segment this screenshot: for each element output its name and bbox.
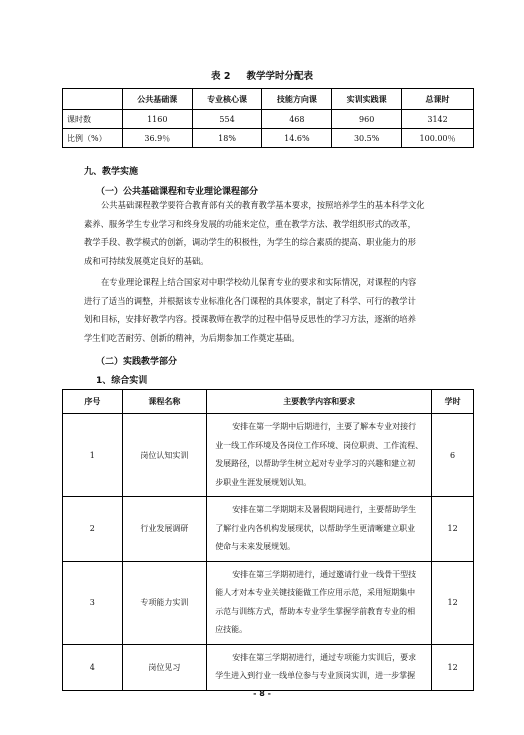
content-line: 安排在第三学期初进行，通过专项能力实训后，要求	[232, 652, 417, 662]
table-header-cell: 公共基础课	[122, 89, 192, 110]
table-header-cell: 总课时	[402, 89, 474, 110]
course-content	[207, 644, 432, 690]
paragraph-line: 教学手段、教学模式的创新，调动学生的积极性，为学生的综合素质的提高、职业能力的形	[84, 237, 416, 247]
row-number: 1	[63, 414, 123, 497]
course-hours: 12	[432, 561, 474, 644]
table-header-cell: 技能方向课	[262, 89, 332, 110]
table-row	[63, 129, 474, 148]
course-content	[207, 497, 432, 562]
table-row	[63, 414, 474, 497]
table-cell: 554	[192, 110, 262, 129]
content-line: 了解行业内各机构发展现状，以帮助学生更清晰建立职业	[215, 523, 416, 533]
section-heading: 九、教学实施	[84, 167, 139, 177]
content-line: 步职业生涯发展规划认知。	[215, 477, 312, 487]
content-line: 示范与训练方式，帮助本专业学生掌握学前教育专业的相	[215, 606, 416, 616]
paragraph-line: 素养、服务学生专业学习和终身发展的功能来定位，重在教学方法、教学组织形式的改革，	[84, 218, 416, 229]
table-header-cell: 实训实践课	[332, 89, 402, 110]
table-cell: 3142	[402, 110, 474, 129]
paragraph	[84, 196, 463, 270]
table-cell: 14.6%	[262, 129, 332, 148]
table-header-cell	[63, 89, 123, 110]
paragraph-line: 在专业理论课程上结合国家对中职学校幼儿保育专业的要求和实际情况，对课程的内容	[101, 277, 417, 287]
item-heading: 1、综合实训	[96, 376, 148, 386]
table-row	[63, 497, 474, 562]
table-caption-title: 教学学时分配表	[246, 71, 313, 82]
row-number: 3	[63, 561, 123, 644]
row-number: 4	[63, 644, 123, 690]
content-line: 安排在第一学期中后期进行，主要了解本专业对接行	[232, 422, 417, 431]
table-cell: 960	[332, 110, 402, 129]
content-line: 安排在第二学期期末及暑假期间进行，主要帮助学生	[232, 505, 417, 514]
hours-distribution-table	[62, 88, 474, 148]
course-name: 行业发展调研	[122, 497, 207, 562]
table-cell: 100.00％	[402, 129, 474, 148]
course-content	[207, 414, 432, 497]
table-header-cell: 专业核心课	[192, 89, 262, 110]
subsection-heading: （一）公共基础课程和专业理论课程部分	[96, 187, 259, 197]
paragraph-line: 进行了适当的调整，并根据该专业标准化各门课程的具体要求，制定了科学、可行的教学计	[84, 295, 416, 306]
course-content	[207, 561, 432, 644]
paragraph-line: 划和目标，安排好教学内容。授课教师在教学的过程中倡导反思性的学习方法，逐渐的培养	[84, 314, 416, 324]
course-hours: 6	[432, 414, 474, 497]
content-line: 使命与未来发展规划。	[215, 542, 296, 551]
table-cell: 36.9％	[122, 129, 192, 148]
table-cell: 课时数	[63, 110, 123, 129]
table-cell: 468	[262, 110, 332, 129]
table-cell: 30.5%	[332, 129, 402, 148]
table-cell: 比例（%）	[63, 129, 123, 148]
course-name: 岗位认知实训	[122, 414, 207, 497]
table-row	[63, 110, 474, 129]
row-number: 2	[63, 497, 123, 562]
table-row	[63, 644, 474, 690]
table-header-cell: 序号	[63, 390, 123, 414]
table-row	[63, 561, 474, 644]
table-header-row	[63, 390, 474, 414]
content-line: 应技能。	[215, 625, 248, 634]
paragraph-line: 成和可持续发展奠定良好的基础。	[84, 255, 209, 266]
content-line: 安排在第三学期初进行，通过邀请行业一线骨干型技	[232, 569, 417, 579]
table-caption-number: 表 2	[211, 71, 231, 82]
table-header-cell: 主要教学内容和要求	[207, 390, 432, 414]
practical-training-table	[62, 389, 474, 691]
course-hours: 12	[432, 497, 474, 562]
course-name: 专项能力实训	[122, 561, 207, 644]
page-number: - 8 -	[253, 689, 271, 698]
content-line: 能人才对本专业关键技能做工作应用示范，采用短期集中	[215, 588, 416, 597]
course-hours: 12	[432, 644, 474, 690]
table-header-cell: 学时	[432, 390, 474, 414]
paragraph	[84, 273, 463, 347]
subsection-heading: （二）实践教学部分	[96, 357, 178, 367]
content-line: 业一线工作环境及各岗位工作环境、岗位职责、工作流程、	[215, 440, 424, 450]
content-line: 发展路径，以帮助学生树立起对专业学习的兴趣和建立初	[215, 459, 416, 468]
table-header-cell: 课程名称	[122, 390, 207, 414]
table-caption	[0, 68, 524, 82]
paragraph-line: 学生们吃苦耐劳、创新的精神，为后期参加工作奠定基础。	[84, 332, 300, 343]
course-name: 岗位见习	[122, 644, 207, 690]
table-cell: 18%	[192, 129, 262, 148]
table-cell: 1160	[122, 110, 192, 129]
content-line: 学生进入到行业一线单位参与专业顶岗实训，进一步掌握	[215, 671, 416, 680]
table-header-row	[63, 89, 474, 110]
paragraph-line: 公共基础课程教学要符合教育部有关的教育教学基本要求，按照培养学生的基本科学文化	[101, 200, 425, 210]
